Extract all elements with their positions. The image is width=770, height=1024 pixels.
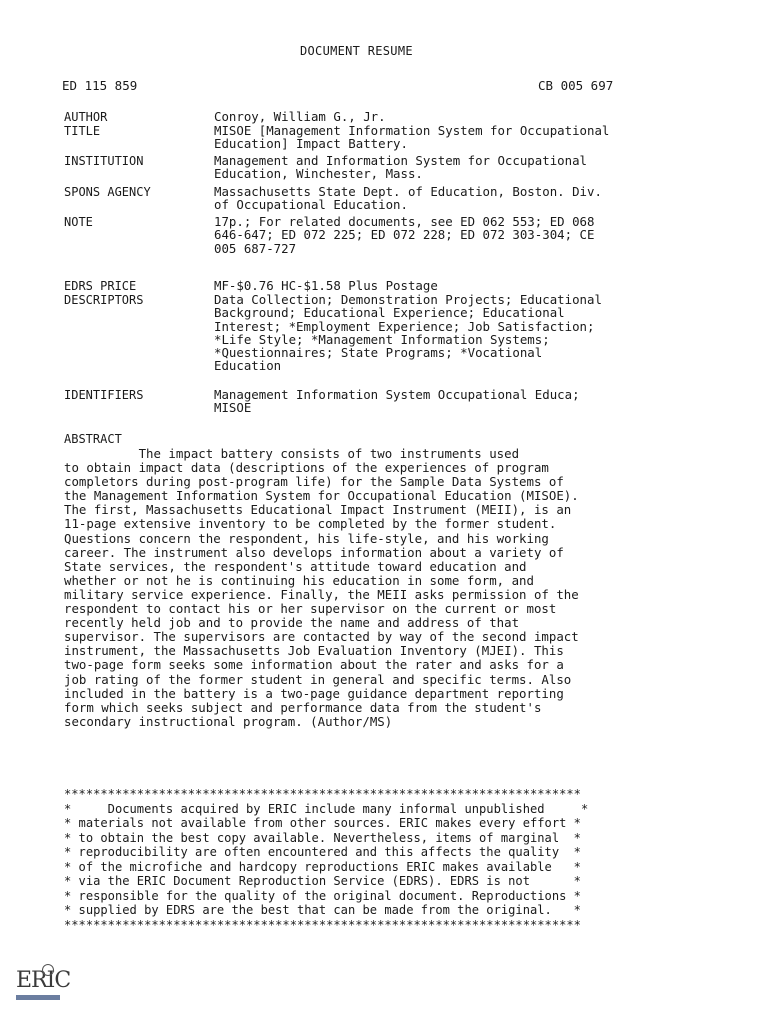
logo-bar: [16, 995, 60, 1000]
field-value-author: Conroy, William G., Jr.: [214, 109, 386, 124]
field-value-title: MISOE [Management Information System for Occupational Education] Impact Battery.: [214, 123, 610, 152]
field-value-spons-agency: Massachusetts State Dept. of Education, Boston. Div. of Occupational Education.: [214, 184, 602, 213]
abstract-label: ABSTRACT: [64, 432, 122, 446]
field-value-descriptors: Data Collection; Demonstration Projects; Educational Background; Educational Experience; Educational Interest; *Employment Experience; Job Satisfaction; *Life Style; *Management Information Systems; *Questionnaires; State Programs; *Vocational Education: [214, 292, 602, 374]
field-label-identifiers: IDENTIFIERS: [64, 388, 144, 402]
cb-number: CB 005 697: [538, 78, 614, 93]
field-value-identifiers: Management Information System Occupational Educa; MISOE: [214, 387, 580, 416]
abstract-text: The impact battery consists of two instruments used to obtain impact data (descriptions of the experiences of program completors during post-program life) for the Sample Data Systems of the Management Information System for Occupational Education (MISOE). The first, Massachusetts Educational Impact Instrument (MEII), is an 11-page extensive inventory to be completed by the former student. Questions concern the respondent, his life-style, and his working career. The instrument also develops information about a variety of State services, the respondent's attitude toward education and whether or not he is continuing his education in some form, and military service experience. Finally, the MEII asks permission of the respondent to contact his or her supervisor on the current or most recently held job and to provide the name and address of that supervisor. The supervisors are contacted by way of the second impact instrument, the Massachusetts Job Evaluation Inventory (MJEI). This two-page form seeks some information about the rater and asks for a job rating of the former student in general and specific terms. Also included in the battery is a two-page guidance department reporting form which seeks subject and performance data from the student's secondary instructional program. (Author/MS): [64, 446, 579, 729]
field-value-institution: Management and Information System for Occupational Education, Winchester, Mass.: [214, 153, 587, 182]
field-label-institution: INSTITUTION: [64, 154, 144, 168]
field-value-edrs-price: MF-$0.76 HC-$1.58 Plus Postage: [214, 278, 438, 293]
eric-logo: [16, 968, 71, 1002]
field-label-author: AUTHOR: [64, 110, 108, 124]
document-title: DOCUMENT RESUME: [300, 44, 413, 58]
eric-logo-text: ERIC: [16, 968, 71, 993]
eric-notice-box: *********************************************************************** * Documents acquired by ERIC include many informal unpublished * * materials not available from other sources. ERIC makes every effort * * to obtain the best copy available. Nevertheless, items of marginal * * reproducibility are often encountered and this affects the quality * * of the microfiche and hardcopy reproductions ERIC makes available * * via the ERIC Document Reproduction Service (EDRS). EDRS is not * * responsible for the quality of the original document. Reproductions * * supplied by EDRS are the best that can be made from the original. * ***********************************************************************: [64, 787, 589, 932]
field-label-edrs-price: EDRS PRICE: [64, 279, 137, 293]
field-label-spons-agency: SPONS AGENCY: [64, 185, 151, 199]
logo-dot-icon: [42, 964, 54, 976]
field-value-note: 17p.; For related documents, see ED 062 553; ED 068 646-647; ED 072 225; ED 072 228; ED 072 303-304; CE 005 687-727: [214, 214, 595, 256]
field-label-note: NOTE: [64, 215, 93, 229]
ed-number: ED 115 859: [62, 78, 138, 93]
field-label-descriptors: DESCRIPTORS: [64, 293, 144, 307]
field-label-title: TITLE: [64, 124, 101, 138]
